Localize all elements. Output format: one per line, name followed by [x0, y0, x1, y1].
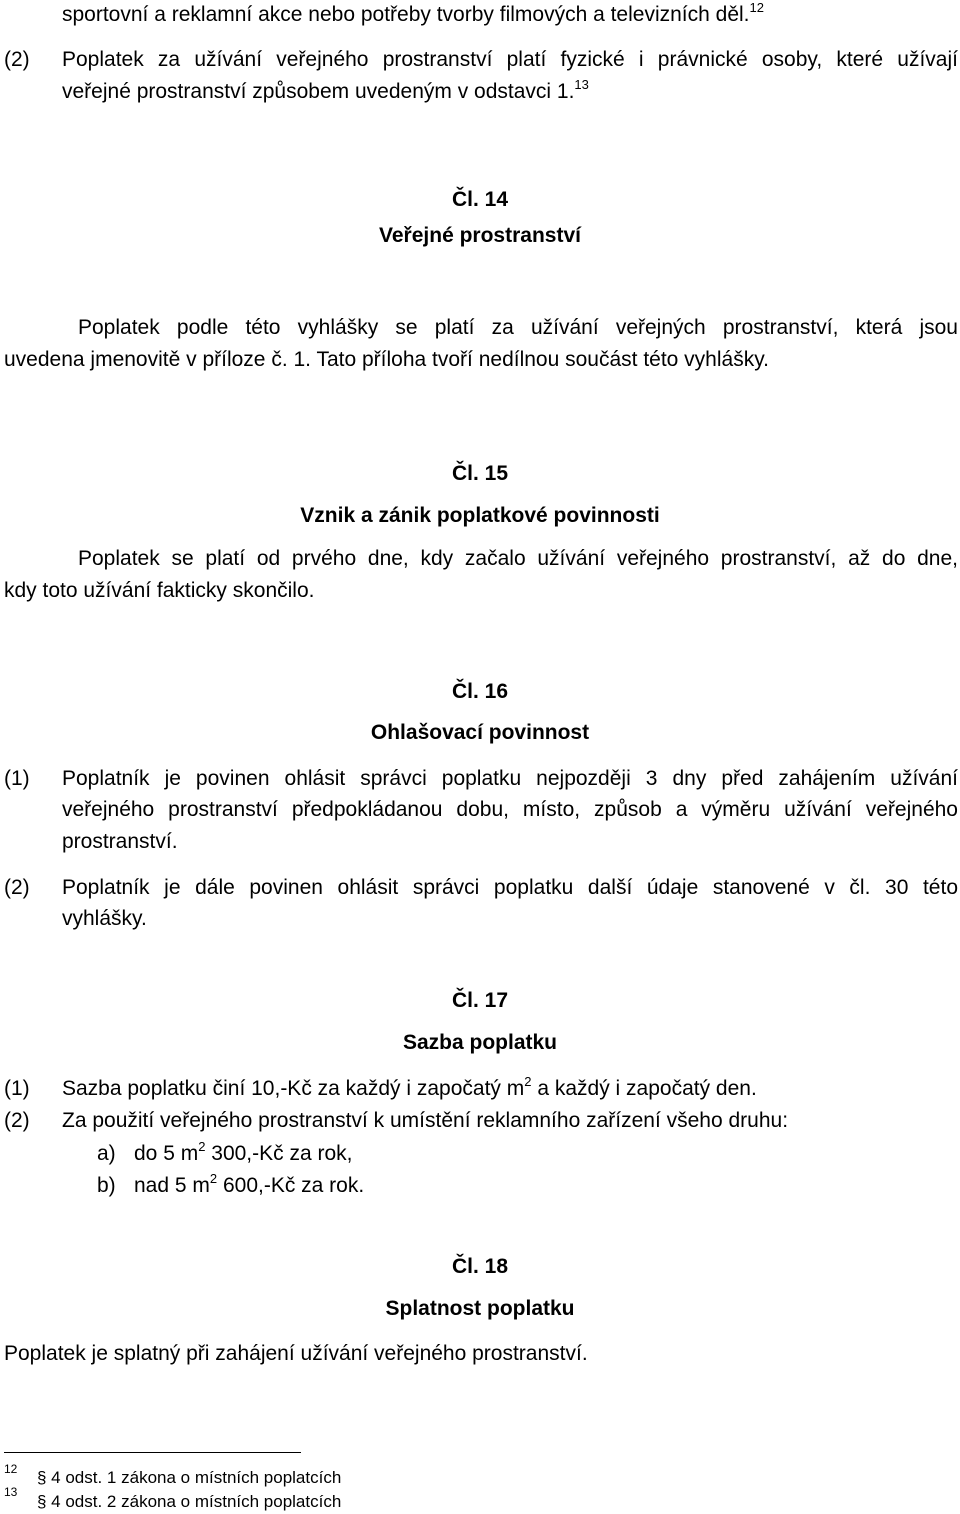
article-title: Ohlašovací povinnost — [370, 721, 590, 744]
paragraph-number: (1) — [4, 1077, 30, 1100]
footnote-number: 13 — [4, 1485, 18, 1499]
list-item-text: nad 5 m — [134, 1174, 210, 1197]
exponent: 2 — [209, 1171, 218, 1186]
paragraph-number: (2) — [4, 48, 30, 71]
exponent: 2 — [198, 1139, 206, 1154]
article-heading: Čl. 16 — [451, 680, 509, 703]
list-item-label: a) — [97, 1142, 116, 1165]
paragraph-line: veřejného prostranství předpokládanou dobu, místo, způsob a výměru užívání veřejného — [62, 798, 958, 821]
paragraph-line: Poplatek se platí od prvého dne, kdy začalo užívání veřejného prostranství, až do dne, — [78, 547, 958, 570]
article-title: Sazba poplatku — [402, 1031, 558, 1054]
article-title: Veřejné prostranství — [379, 224, 581, 247]
list-item — [134, 1173, 364, 1199]
exponent: 2 — [524, 1074, 532, 1089]
footnote-text: § 4 odst. 2 zákona o místních poplatcích — [37, 1492, 342, 1511]
list-item — [134, 1141, 353, 1167]
paragraph-line: Poplatek za užívání veřejného prostranství platí fyzické i právnické osoby, které užívají — [62, 48, 958, 71]
footnote-separator — [4, 1452, 301, 1453]
paragraph-number: (2) — [4, 1109, 30, 1132]
paragraph-line: Poplatník je dále povinen ohlásit správci poplatku další údaje stanovené v čl. 30 této — [62, 876, 958, 899]
paragraph-text: veřejné prostranství způsobem uvedeným v odstavci 1. — [62, 80, 575, 103]
list-item-text: do 5 m — [134, 1142, 199, 1165]
paragraph-line: Poplatek je splatný při zahájení užívání veřejného prostranství. — [4, 1342, 588, 1365]
paragraph-number: (1) — [4, 767, 30, 790]
article-title: Splatnost poplatku — [385, 1297, 575, 1320]
list-item-text: 600,-Kč za rok. — [217, 1174, 365, 1197]
footnote-ref: 12 — [749, 0, 764, 15]
paragraph-line: Poplatek podle této vyhlášky se platí za užívání veřejných prostranství, která jsou — [78, 316, 958, 339]
article-heading: Čl. 15 — [451, 462, 509, 485]
list-item-label: b) — [97, 1174, 116, 1197]
paragraph-number: (2) — [4, 876, 30, 899]
paragraph-text: a každý i započatý den. — [531, 1077, 757, 1100]
paragraph-line: kdy toto užívání fakticky skončilo. — [4, 579, 315, 602]
article-title: Vznik a zánik poplatkové povinnosti — [300, 504, 660, 527]
article-heading: Čl. 14 — [451, 188, 509, 211]
paragraph-line — [62, 1076, 757, 1102]
paragraph-line: Za použití veřejného prostranství k umístění reklamního zařízení všeho druhu: — [62, 1109, 789, 1132]
list-item-text: 300,-Kč za rok, — [205, 1142, 353, 1165]
article-heading: Čl. 17 — [451, 989, 509, 1012]
paragraph-text: Sazba poplatku činí 10,-Kč za každý i započatý m — [62, 1077, 525, 1100]
paragraph-text: sportovní a reklamní akce nebo potřeby tvorby filmových a televizních děl. — [62, 3, 750, 26]
paragraph-line: vyhlášky. — [62, 907, 147, 930]
footnote-text: § 4 odst. 1 zákona o místních poplatcích — [37, 1468, 342, 1487]
paragraph-line — [62, 79, 589, 105]
paragraph-line: prostranství. — [62, 830, 178, 853]
paragraph-line: Poplatník je povinen ohlásit správci poplatku nejpozději 3 dny před zahájením užívání — [62, 767, 958, 790]
article-heading: Čl. 18 — [451, 1255, 509, 1278]
paragraph-line — [62, 2, 764, 28]
paragraph-line: uvedena jmenovitě v příloze č. 1. Tato příloha tvoří nedílnou součást této vyhlášky. — [4, 348, 769, 371]
footnote-number: 12 — [4, 1462, 18, 1476]
footnote-ref: 13 — [574, 77, 589, 92]
